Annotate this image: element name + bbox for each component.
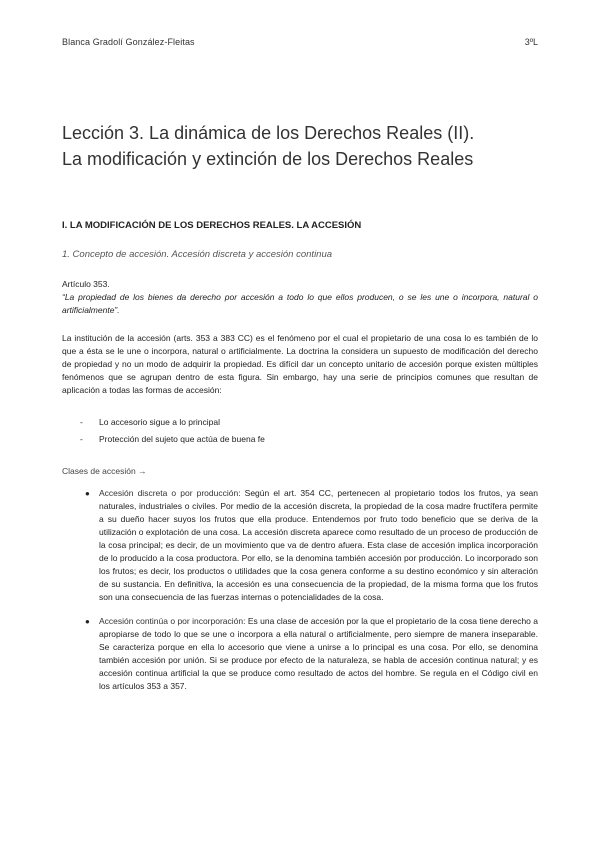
list-item-lead: Accesión continúa o por incorporación:	[99, 616, 246, 626]
list-item	[62, 615, 538, 693]
subsection-heading: 1. Concepto de accesión. Accesión discreta y accesión continua	[62, 249, 333, 260]
intro-paragraph: La institución de la accesión (arts. 353 a 383 CC) es el fenómeno por el cual el propietario de una cosa lo es también de lo que a ésta se le une o incorpora, natural o artificialmente. La doctrina la considera un supuesto de modificación del derecho de propiedad y no un modo de adquirir la propiedad. Es difícil dar un concepto unitario de accesión porque existen múltiples fenómenos que se agrupan dentro de esta figura. Sin embargo, hay una serie de principios comunes que resultan de aplicación a todas las formas de accesión:	[62, 333, 538, 395]
clases-label: Clases de accesión →	[62, 466, 147, 476]
list-item	[62, 433, 538, 450]
title-line-2: La modificación y extinción de los Derechos Reales	[62, 149, 474, 169]
bullet-icon: ●	[85, 489, 90, 498]
header-author: Blanca Gradolí González-Fleitas	[62, 37, 195, 47]
principles-list	[62, 416, 538, 450]
page-title	[62, 120, 542, 172]
section-heading: I. LA MODIFICACIÓN DE LOS DERECHOS REALES. LA ACCESIÓN	[62, 220, 362, 231]
list-item-text: Protección del sujeto que actúa de buena fe	[99, 434, 265, 444]
clases-list	[62, 487, 538, 704]
dash-marker: -	[80, 417, 83, 427]
bullet-icon: ●	[85, 617, 90, 626]
list-item-text: Es una clase de accesión por la que el propietario de la cosa tiene derecho a apropiarse de todo lo que se une o incorpora a ella natural o artificialmente, pero siempre de manera inseparable. Se caracteriza porque en ella lo accesorio que viene a unirse a lo principal es una cosa. Por ello, se denomina también accesión por unión. Si se produce por efecto de la naturaleza, se habla de accesión continua natural; y es accesión continua artificial la que se produce como resultado de actos del hombre. Se regula en el Código civil en los artículos 353 a 357.	[99, 616, 538, 691]
list-item-lead: Accesión discreta o por producción:	[99, 488, 241, 498]
list-item-text: Lo accesorio sigue a lo principal	[99, 417, 220, 427]
list-item-text: Según el art. 354 CC, pertenecen al propietario todos los frutos, ya sean naturales, industriales o civiles. Por medio de la accesión discreta, la propiedad de la cosa madre fructífera permite a su dueño hacer suyos los frutos que ella produce. Entendemos por fruto todo beneficio que se deriva de la utilización o explotación de una cosa. La accesión discreta aparece como resultado de un proceso de producción de la cosa principal; es decir, de un movimiento que va de dentro afuera. Esta clase de accesión implica incorporación de lo producido a la cosa productora. Por ello, se la denomina también accesión por producción. Lo incorporado son los frutos; es decir, los productos o utilidades que la cosa genera conforme a su destino económico y sin alteración de su sustancia. En definitiva, la accesión es una consecuencia de la propiedad, de la misma forma que los frutos son una consecuencia de las fuerzas internas o potencialidades de la cosa.	[99, 488, 538, 602]
article-label: Artículo 353.	[62, 279, 110, 289]
dash-marker: -	[80, 434, 83, 444]
article-quote: “La propiedad de los bienes da derecho por accesión a todo lo que ellos producen, o se les une o incorpora, natural o artificialmente”.	[62, 292, 538, 315]
title-line-1: Lección 3. La dinámica de los Derechos Reales (II).	[62, 123, 475, 143]
list-item	[62, 416, 538, 433]
header-course: 3ºL	[524, 37, 538, 47]
list-item	[62, 487, 538, 604]
